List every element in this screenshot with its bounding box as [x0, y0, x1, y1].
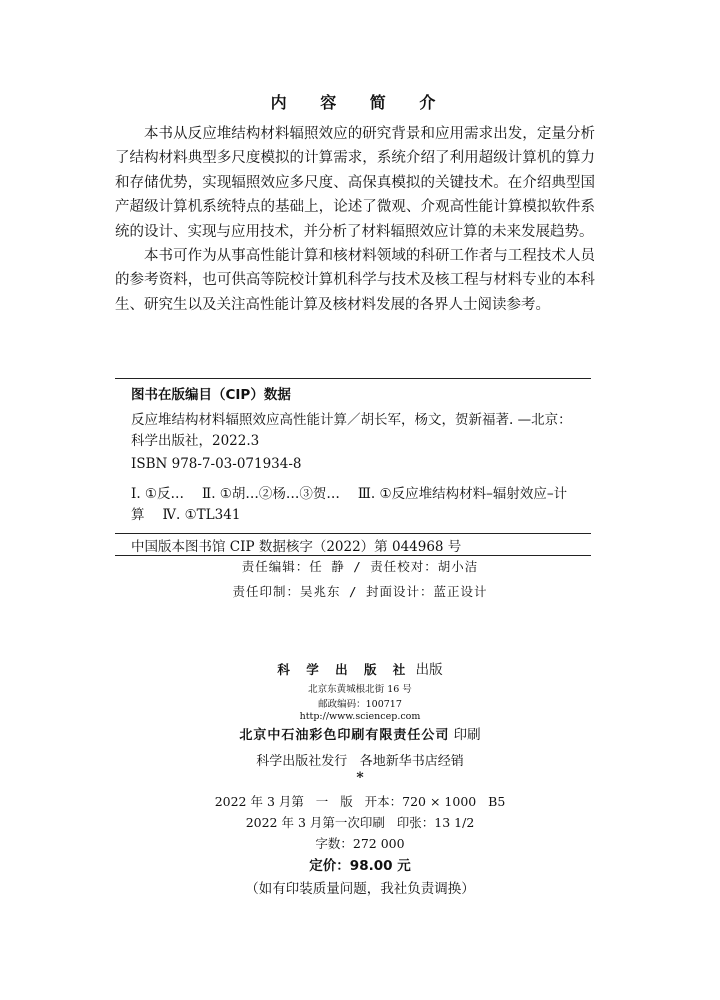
printer-name: 北京中石油彩色印刷有限责任公司 [239, 728, 450, 743]
publisher-line [0, 658, 720, 678]
publisher-name: 科 学 出 版 社 [277, 662, 412, 677]
cip-middle-rule [115, 533, 591, 534]
cip-class-item: Ⅰ. ①反… [131, 486, 185, 502]
printer-line [0, 723, 720, 743]
price: 定价：98.00 元 [309, 858, 411, 874]
distribution-line: 科学出版社发行 各地新华书店经销 [256, 754, 464, 769]
publisher-postcode: 邮政编码：100717 [318, 699, 402, 710]
edition-line: 2022 年 3 月第 一 版 开本：720 × 1000 B5 [214, 794, 506, 809]
responsibility-editors: 责任编辑：任 静 / 责任校对：胡小洁 [241, 559, 479, 574]
cip-class-item: Ⅲ. ①反应堆结构材料–辐射效应–计算 [131, 486, 568, 523]
printer-suffix: 印刷 [453, 727, 481, 743]
cip-main-entry: 反应堆结构材料辐照效应高性能计算／胡长军，杨文，贺新福著. —北京：科学出版社，2022.3 [131, 412, 572, 449]
quality-note: （如有印装质量问题，我社负责调换） [245, 881, 475, 897]
cip-record-number: 中国版本图书馆 CIP 数据核字（2022）第 044968 号 [131, 539, 462, 555]
cip-heading: 图书在版编目（CIP）数据 [131, 387, 291, 403]
cip-class-item: Ⅳ. ①TL341 [162, 507, 241, 523]
summary-paragraph: 本书从反应堆结构材料辐照效应的研究背景和应用需求出发，定量分析了结构材料典型多尺度模拟的计算需求，系统介绍了利用超级计算机的算力和存储优势，实现辐照效应多尺度、高保真模拟的关键技术。在介绍典型国产超级计算机系统特点的基础上，论述了微观、介观高性能计算模拟软件系统的设计、实现与应用技术，并分析了材料辐照效应计算的未来发展趋势。 [115, 126, 595, 240]
cip-class-item: Ⅱ. ①胡…②杨…③贺… [202, 486, 340, 502]
cip-classification [131, 484, 583, 526]
responsibility-production: 责任印制：吴兆东 / 封面设计：蓝正设计 [232, 584, 488, 599]
publisher-address: 北京东黄城根北街 16 号 [308, 684, 412, 695]
cip-isbn: ISBN 978-7-03-071934-8 [131, 456, 302, 472]
summary-title: 内 容 简 介 [270, 93, 450, 112]
publisher-suffix: 出版 [415, 662, 443, 678]
separator-star: * [356, 770, 364, 786]
cip-bottom-rule [115, 555, 591, 556]
summary-body [115, 122, 595, 317]
printing-line: 2022 年 3 月第一次印刷 印张：13 1/2 [245, 815, 475, 830]
cip-top-rule [115, 378, 591, 379]
summary-paragraph: 本书可作为从事高性能计算和核材料领域的科研工作者与工程技术人员的参考资料，也可供高等院校计算机科学与技术及核工程与材料专业的本科生、研究生以及关注高性能计算及核材料发展的各界人士阅读参考。 [115, 248, 595, 313]
word-count: 字数：272 000 [315, 836, 405, 851]
publisher-url: http://www.sciencep.com [299, 711, 421, 722]
